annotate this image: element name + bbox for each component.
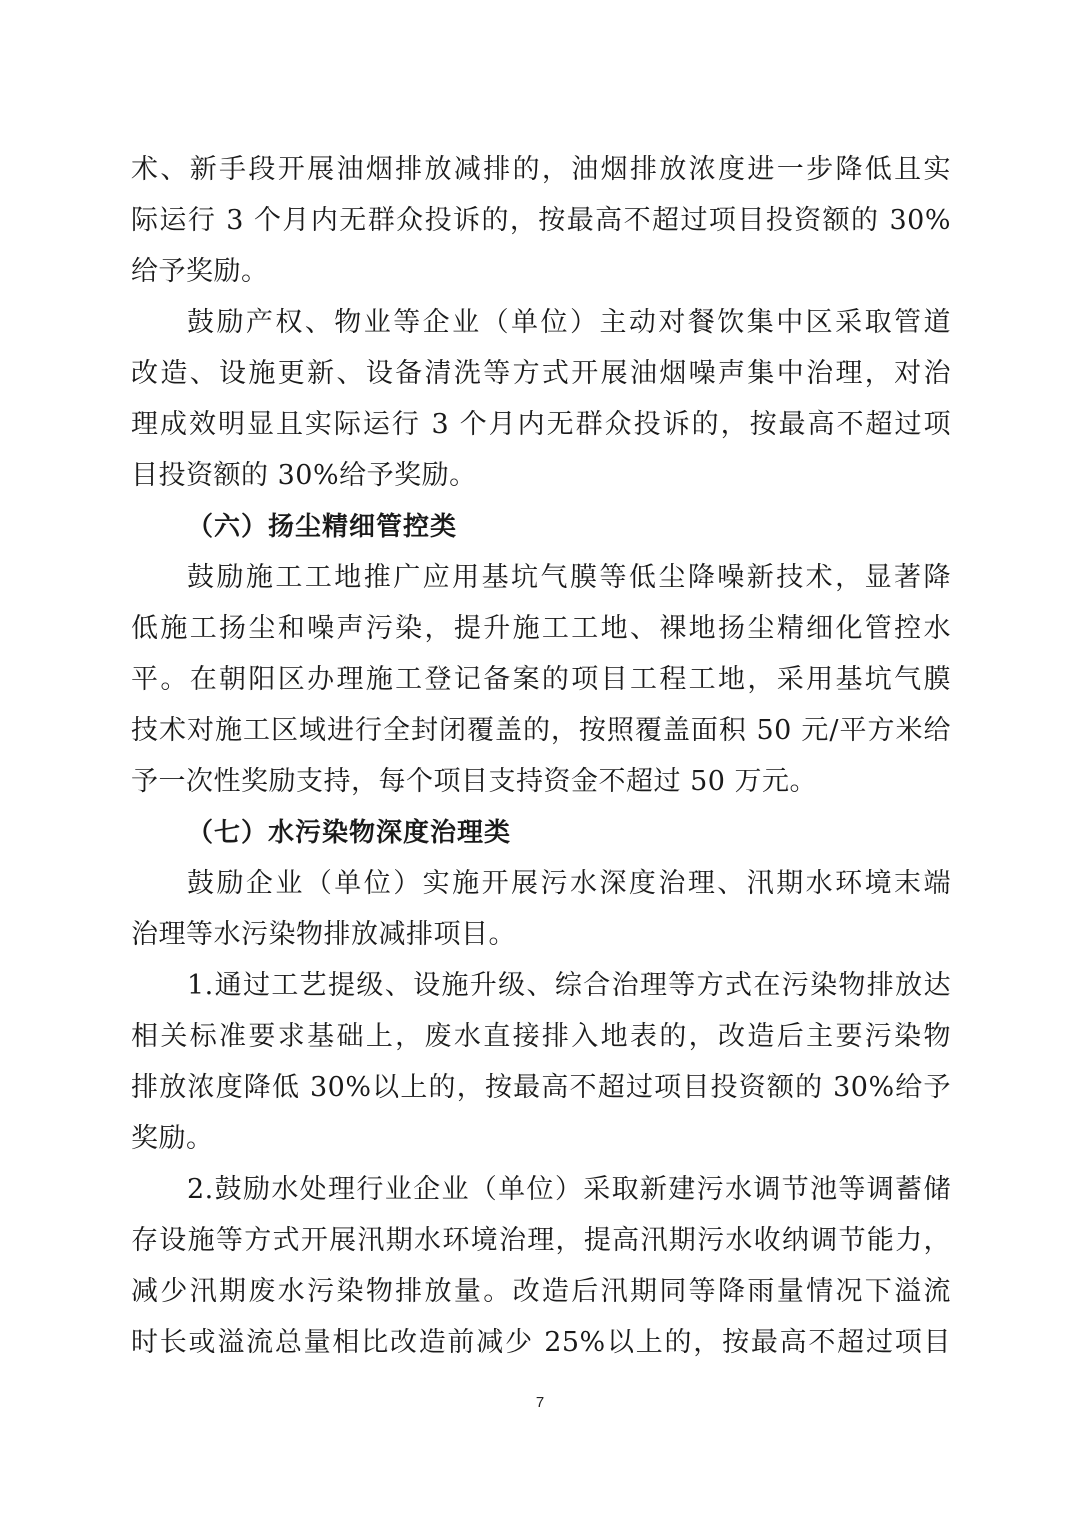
text-line-1: 术、新手段开展油烟排放减排的，油烟排放浓度进一步降低且实 [131,154,951,185]
text-line-15: 鼓励企业（单位）实施开展污水深度治理、汛期水环境末端 [187,868,951,899]
text-line-7: 目投资额的 30%给予奖励。 [131,460,477,491]
text-line-13: 予一次性奖励支持，每个项目支持资金不超过 50 万元。 [131,766,818,797]
text-line-6: 理成效明显且实际运行 3 个月内无群众投诉的，按最高不超过项 [131,409,951,440]
text-line-18: 相关标准要求基础上，废水直接排入地表的，改造后主要污染物 [131,1021,951,1052]
text-line-10: 低施工扬尘和噪声污染，提升施工工地、裸地扬尘精细化管控水 [131,613,951,644]
text-line-19: 排放浓度降低 30%以上的，按最高不超过项目投资额的 30%给予 [131,1072,951,1103]
text-line-16: 治理等水污染物排放减排项目。 [131,919,516,950]
text-line-11: 平。在朝阳区办理施工登记备案的项目工程工地，采用基坑气膜 [131,664,951,695]
text-line-20: 奖励。 [131,1123,214,1154]
section-heading-7: （七）水污染物深度治理类 [187,818,512,848]
text-line-24: 时长或溢流总量相比改造前减少 25%以上的，按最高不超过项目 [131,1327,951,1358]
text-line-4: 鼓励产权、物业等企业（单位）主动对餐饮集中区采取管道 [187,307,951,338]
text-line-9: 鼓励施工工地推广应用基坑气膜等低尘降噪新技术，显著降 [187,562,951,593]
text-line-5: 改造、设施更新、设备清洗等方式开展油烟噪声集中治理，对治 [131,358,951,389]
text-line-17: 1.通过工艺提级、设施升级、综合治理等方式在污染物排放达 [187,970,951,1001]
section-heading-6: （六）扬尘精细管控类 [187,512,458,542]
page-number: 7 [535,1394,545,1411]
text-line-23: 减少汛期废水污染物排放量。改造后汛期同等降雨量情况下溢流 [131,1276,951,1307]
text-line-12: 技术对施工区域进行全封闭覆盖的，按照覆盖面积 50 元/平方米给 [131,715,951,746]
text-line-21: 2.鼓励水处理行业企业（单位）采取新建污水调节池等调蓄储 [187,1174,951,1205]
text-line-3: 给予奖励。 [131,256,269,287]
text-line-2: 际运行 3 个月内无群众投诉的，按最高不超过项目投资额的 30% [131,205,951,236]
text-line-22: 存设施等方式开展汛期水环境治理，提高汛期污水收纳调节能力， [131,1225,951,1256]
